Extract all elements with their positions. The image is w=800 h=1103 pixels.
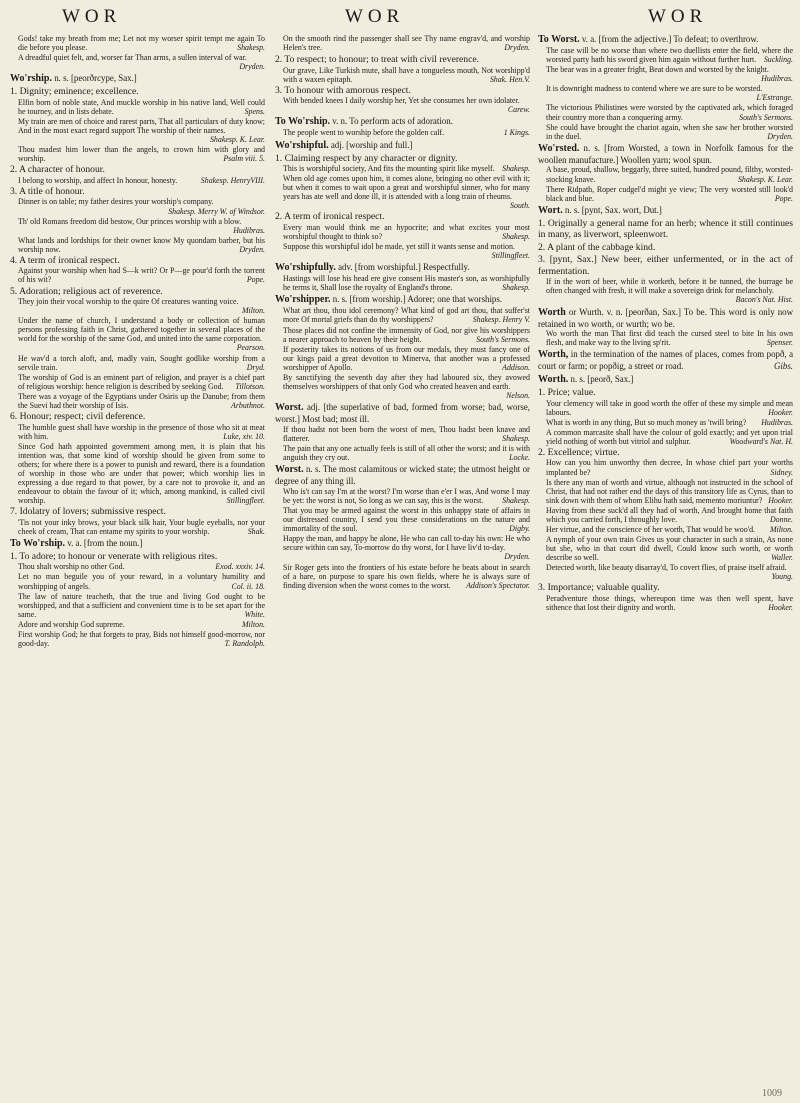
quotation-text: Thou shalt worship no other God. [18,562,125,572]
citation-source: White. [244,609,265,619]
headword: Wort. [538,204,563,216]
dictionary-entry [275,464,530,590]
quotation [18,197,265,215]
citation-source: Locke. [509,453,530,463]
quotation [18,266,265,284]
dictionary-entry [275,402,530,462]
quotation-text: First worship God; he that forgets to pray, Bids not himself good-morrow, nor good-day. [18,629,265,648]
citation-source: Dryden. [504,552,530,562]
citation-source: Bacon's Nat. Hist. [735,295,793,305]
quotation-text: What art thou, thou idol ceremony? What kind of god art thou, that suffer'st more Of mortal griefs than do thy worshippers? [283,306,530,325]
quotation [283,174,530,210]
citation-source: Carew. [507,105,530,115]
quotation-text: That you may be armed against the worst in this unhappy state of affairs in our distressed country, I send you these considerations on the nature and immortality of the soul. [283,506,530,534]
running-head-right: WOR [648,6,708,27]
definition: or Wurth. v. n. [peorðan, Sax.] To be. This word is only now retained in wo worth, or wurth; wo be. [538,306,793,329]
quotation-text: Against your worship when had S—k writ? Or P—ge pour'd forth the torrent of his wit? [18,266,265,285]
entry-heading [538,34,793,46]
citation-source: Digby. [509,524,530,534]
quotation-text: Sir Roger gets into the frontiers of his estate before he beats about in search of a hare, on purpose to spare his own fields, where he is always sure of finding diversion when the worst comes to the worst. [283,562,530,590]
sense-heading: 1. Dignity; eminence; excellence. [10,86,139,98]
quotation-text: What lands and lordships for their owner know My quondam barber, but his worship now. [18,235,265,254]
citation-source: Hooker. [768,603,793,613]
dictionary-entry [275,54,530,114]
citation-source: Dryden. [239,244,265,254]
quotation [18,176,265,185]
sense-heading: 2. To respect; to honour; to treat with civil reverence. [275,54,480,66]
quotation-text: Since God hath appointed government among men, it is plain that his intention was, that some kind of worship should be given from some to others; for where there is a power to punish and reward, there is a foundation of worship in those who are under that power; which worship lies in expressing a due regard to that power, by a care not to provoke it, and an endeavour to obtain the favour of it; which, among mankind, is called civil worship. [18,441,265,506]
quotation-text: If posterity takes its notions of us from our medals, they must fancy one of our kings paid a great devotion to Minerva, that another was a professed worshipper of Apollo. [283,344,530,372]
quotation [18,423,265,441]
running-head-left: WOR [62,6,122,27]
sense-heading: 3. Importance; valuable quality. [538,582,660,594]
quotation-text: This is worshipful society, And fits the mounting spirit like myself. [283,164,495,174]
quotation-text: Adore and worship God supreme. [18,619,125,629]
quotation-text: My train are men of choice and rarest parts, That all particulars of duty know; And in the most exact regard support The worship of their names. [18,116,265,136]
quotation-text: Detected worth, like beauty disarray'd, To covert flies, of praise itself afraid. [546,563,787,573]
citation-source: Luke, xiv. 10. [223,431,265,441]
dictionary-entry [275,262,530,292]
quotation-text: Dinner is on table; my father desires your worship's company. [18,197,214,207]
citation-source: Shakesp. Henry V. [472,315,530,325]
quotation [18,442,265,506]
entry-heading [538,205,793,217]
quotation [18,217,265,235]
page-number: 1009 [762,1088,782,1099]
quotation-text: Your clemency will take in good worth the offer of these my simple and mean labours. [546,398,793,417]
quotation [283,373,530,400]
citation-source: Hudibras. [233,225,265,235]
quotation [546,535,793,562]
entry-heading [275,294,530,306]
quotation [546,329,793,347]
dictionary-entry [10,73,265,536]
quotation-text: Thou madest him lower than the angels, to crown him with glory and worship. [18,145,265,164]
sense-heading: 2. Excellence; virtue. [538,446,620,458]
sense-heading: 7. Idolatry of lovers; submissive respect. [10,506,166,518]
sense-heading: 1. Price; value. [538,387,596,399]
quotation [283,274,530,292]
definition: n. s. [from Worsted, a town in Norfolk famous for the woollen manufacture.] Woollen yarn; wool spun. [538,142,793,165]
quotation [546,458,793,476]
quotation [283,164,530,173]
quotation [546,123,793,141]
quotation-text: Is there any man of worth and virtue, although not instructed in the school of Christ, that had not rather end the days of this transitory life as Cyrus, than to sink down with them of whom Elihu hath said, memento moriuntur? [546,477,793,505]
citation-source: Shakesp. [237,43,265,53]
entry-heading [275,402,530,425]
dictionary-entry [10,538,265,648]
quotation-text: The people went to worship before the golden calf. [283,128,445,138]
definition: adv. [from worshipful.] Respectfully. [338,262,470,273]
definition: adj. [worship and full.] [330,139,413,150]
quotation [18,562,265,571]
quotation-text: The pain that any one actually feels is still of all other the worst; and it is with anguish they cry out. [283,444,530,463]
citation-source: Waller. [771,553,793,563]
quotation [546,84,793,102]
headword: Worth [538,306,566,318]
quotation [18,572,265,590]
sense-heading: 2. A plant of the cabbage kind. [538,241,656,253]
definition: n. s. [pynt, Sax. wort, Dut.] [564,204,662,215]
headword: Worst. [275,464,304,476]
citation-source: Shakesp. Merry W. of Windsor. [168,206,265,216]
quotation-text: By sanctifying the seventh day after they had laboured six, they avowed themselves worshippers of that only God who created heaven and earth. [283,372,530,392]
quotation [283,444,530,462]
quotation-text: I belong to worship, and affect In honour, honesty. [18,175,178,185]
quotation-text: A nymph of your own train Gives us your character in such a strain, As none but she, who in that court did dwell, Could know such worth, or worth describe so well. [546,535,793,563]
quotation [546,165,793,183]
sense-heading: 3. [pynt, Sax.] New beer, either unfermented, or in the act of fermentation. [538,254,793,277]
citation-source: Shak. [247,526,265,536]
citation-source: Donne. [769,514,793,524]
quotation-text: Who is't can say I'm at the worst? I'm worse than e'er I was, And worse I may be yet: the worst is not, So long as we can say, this is the worst. [283,486,530,505]
quotation [283,128,530,137]
quotation-text: What is worth in any thing, But so much money as 'twill bring? [546,417,747,427]
quotation-text: Let no man beguile you of your reward, in a voluntary humility and worshipping of angels. [18,572,265,591]
citation-source: Sidney. [770,467,793,477]
citation-source: 1 Kings. [503,128,530,138]
citation-source: Shakesp. [502,433,530,443]
sense-heading: 5. Adoration; religious act of reverence. [10,285,163,297]
citation-source: Tillotson. [235,381,265,391]
column-3 [538,34,793,614]
quotation [546,525,793,534]
quotation-text: On the smooth rind the passenger shall see Thy name engrav'd, and worship Helen's tree. [283,34,530,53]
quotation-text: Wo worth the man That first did teach the cursed steel to bite In his own flesh, and make way to the living sp'rit. [546,329,793,348]
quotation-text: The worship of God is an eminent part of religion, and prayer is a chief part of religious worship: hence religion is described by seeking God. [18,372,265,391]
quotation-text: There Ridpath, Roper cudgel'd might ye view; The very worsted still look'd black and blue. [546,184,793,203]
definition: adj. [the superlative of bad, formed from worse; bad, worse, worst.] Most bad; most ill. [275,402,531,425]
entry-heading [10,73,265,85]
quotation [283,34,530,52]
dictionary-entry [538,205,793,305]
quotation [18,117,265,144]
quotation-text: Having from these suck'd all they had of worth, And brought home that faith which you carried forth, I throughly love. [546,505,793,524]
entry-heading [538,374,793,386]
citation-source: Addison. [502,362,530,372]
dictionary-entry [10,34,265,71]
citation-source: South's Sermons. [476,334,530,344]
quotation-text: Th' old Romans freedom did bestow, Our princes worship with a blow. [18,216,242,226]
dictionary-entry [275,34,530,52]
quotation-text: Our grave, Like Turkish mute, shall have a tongueless mouth, Not worshipp'd with a waxen epitaph. [283,65,530,84]
quotation-text: How can you him unworthy then decree, In whose chief part your worths implanted be? [546,458,793,477]
quotation [18,297,265,315]
quotation-text: With bended knees I daily worship her, Yet she consumes her own idolater. [283,96,520,106]
quotation [546,563,793,581]
citation-source: T. Randolph. [224,638,265,648]
dictionary-entry [275,294,530,400]
quotation [18,620,265,629]
quotation-text: A dreadful quiet felt, and, worser far Than arms, a sullen interval of war. [18,53,247,63]
quotation-text: Those places did not confine the immensity of God, nor give his worshippers a nearer approach to heaven by their height. [283,325,530,344]
citation-source: Exod. xxxiv. 14. [215,562,265,572]
dictionary-entry [538,349,793,372]
headword: Worth, [538,349,569,361]
quotation-text: They join their vocal worship to the quire Of creatures wanting voice. [18,297,239,307]
sense-heading: 3. To honour with amorous respect. [275,84,411,96]
quotation [283,425,530,443]
headword: To Worst. [538,34,580,45]
citation-source: Spenser. [766,338,793,348]
definition: n. s. The most calamitous or wicked state; the utmost height or degree of any thing ill. [275,464,531,487]
citation-source: Pearson. [236,343,265,353]
quotation [18,53,265,71]
quotation [546,399,793,417]
sense-heading: 1. To adore; to honour or venerate with religious rites. [10,550,218,562]
citation-source: L'Estrange. [756,93,793,103]
headword: Worst. [275,402,304,414]
citation-source: Hudibras. [761,417,793,427]
quotation [18,98,265,116]
quotation [18,236,265,254]
citation-source: Shakesp. K. Lear. [209,135,265,145]
citation-source: Shakesp. [502,283,530,293]
quotation [18,592,265,619]
citation-source: Dryden. [767,131,793,141]
headword: Wo'rshipfully. [275,262,336,274]
citation-source: Dryden. [239,62,265,72]
quotation [546,46,793,64]
quotation [546,418,793,427]
citation-source: Milton. [241,619,265,629]
citation-source: Pope. [774,193,793,203]
citation-source: Pope. [246,275,265,285]
quotation-text: She could have brought the chariot again, when she saw her brother worsted in the duel. [546,122,793,141]
entry-heading [538,349,793,372]
citation-source: Suckling. [763,55,793,65]
quotation-text: If in the wort of beer, while it worketh, before it be tunned, the burrage be often changed with fresh, it will make a sovereign drink for melancholy. [546,277,793,296]
sense-heading: 1. Claiming respect by any character or dignity. [275,152,458,164]
entry-heading [538,307,793,330]
sense-heading: 6. Honour; respect; civil deference. [10,411,146,422]
dictionary-entry [538,34,793,141]
quotation [283,506,530,533]
citation-source: Milton. [241,306,265,316]
quotation [546,103,793,121]
entry-heading [275,464,530,487]
quotation-text: It is downright madness to contend where we are sure to be worsted. [546,84,763,94]
quotation [546,478,793,505]
citation-source: Woodward's Nat. H. [729,436,793,446]
citation-source: Hooker. [768,495,793,505]
sense-heading: 2. A term of ironical respect. [275,211,385,223]
quotation-text: The case will be no worse than where two duellists enter the field, where the worsted party hath his sword given him again without further hurt. [546,46,793,65]
citation-source: Hudibras. [761,74,793,84]
entry-heading [275,140,530,152]
quotation [18,34,265,52]
quotation [18,392,265,410]
citation-source: Stillingfleet. [226,496,265,506]
quotation [18,145,265,163]
quotation-text: Every man would think me an hypocrite; and what excites your most worshipful thought to think so? [283,222,530,242]
running-head-center: WOR [345,6,405,27]
quotation-text: The victorious Philistines were worsted by the captivated ark, which foraged their country more than a conquering army. [546,103,793,122]
headword: To Wo'rship. [10,537,66,549]
definition: n. s. [peorðrcype, Sax.] [54,73,137,84]
citation-source: Dryd. [246,362,265,372]
headword: Wo'rshipper. [275,294,331,306]
quotation-text: Hastings will lose his head ere give consent His master's son, as worshipfully he terms it, Shall lose the royalty of England's throne. [283,274,530,293]
quotation [283,96,530,114]
dictionary-entry [538,307,793,348]
entry-heading [275,262,530,274]
quotation [546,277,793,304]
dictionary-entry [538,143,793,203]
quotation [546,65,793,83]
quotation-text: There was a voyage of the Egyptians under Osiris up the Danube; from them the Suevi had their worship of Isis. [18,391,265,410]
sense-heading: 1. Originally a general name for an herb; whence it still continues in many, as liverwort, spleenwort. [538,217,793,241]
definition: n. s. [from worship.] Adorer; one that worships. [332,294,503,305]
quotation [283,563,530,590]
citation-source: Shakesp. K. Lear. [737,174,793,184]
quotation-text: A common marcasite shall have the colour of gold exactly; and yet upon trial yield nothing of worth but vitriol and sulphur. [546,427,793,446]
quotation-text: Her virtue, and the conscience of her worth, That would be woo'd. [546,524,755,534]
definition: v. n. To perform acts of adoration. [332,116,453,127]
citation-source: Hooker. [768,407,793,417]
citation-source: Dryden. [504,43,530,53]
citation-source: Psalm viii. 5. [223,154,265,164]
citation-source: Shakesp. [502,232,530,242]
headword: Wo'rship. [10,73,52,85]
citation-source: Addison's Spectator. [466,580,530,590]
citation-source: Spens. [244,106,265,116]
citation-source: Col. ii. 18. [231,581,265,591]
headword: Worth. [538,374,569,386]
headword: Wo'rshipful. [275,139,329,151]
quotation [18,373,265,391]
quotation [283,306,530,324]
definition: in the termination of the names of places, comes from popð, a court or farm; or popðig, a street or road. [538,349,794,372]
quotation-text: A base, proud, shallow, beggarly, three suited, hundred pound, filthy, worsted-stocking knave. [546,165,793,184]
dictionary-entry [538,374,793,612]
quotation [18,354,265,372]
quotation [546,594,793,612]
citation-source: Nelson. [506,391,530,401]
citation-source: Shakesp. [502,164,530,174]
sense-heading: 4. A term of ironical respect. [10,254,120,266]
citation-source: Shakesp. HenryVIII. [200,175,265,185]
citation-source: South. [510,201,530,211]
quotation-text: Under the name of church, I understand a body or collection of human persons professing faith in Christ, gathered together in several places of the world for the worship of the same God, and united into the same corporation. [18,316,265,344]
definition: n. s. [peorð, Sax.] [570,374,634,385]
sense-heading: 2. A character of honour. [10,164,105,176]
quotation-text: If thou hadst not been born the worst of men, Thou hadst been knave and flatterer. [283,424,530,443]
headword: Wo'rsted. [538,142,580,154]
quotation [18,630,265,648]
quotation [283,487,530,505]
quotation-text: Peradventure those things, whereupon time was then well spent, have sithence that lost their dignity and worth. [546,593,793,613]
citation-source: Shakesp. [502,495,530,505]
quotation-text: The humble guest shall have worship in the presence of those who sit at meat with him. [18,422,265,441]
column-2 [275,34,530,592]
entry-heading [538,143,793,166]
quotation [283,345,530,372]
quotation [18,518,265,536]
quotation-text: Gods! take my breath from me; Let not my worser spirit tempt me again To die before you please. [18,34,265,53]
quotation-text: Elfin born of noble state, And muckle worship in his native land, Well could he tourney, and in lists debate. [18,97,265,116]
quotation [546,185,793,203]
quotation [283,242,530,260]
dictionary-entry [275,116,530,137]
sense-heading: 3. A title of honour. [10,185,85,197]
dictionary-entry [275,140,530,261]
citation-source: Arbuthnot. [231,400,265,410]
definition: v. a. [from the noun.] [67,537,143,548]
quotation [283,66,530,84]
citation-source: Young. [771,572,793,582]
citation-source: South's Sermons. [739,112,793,122]
quotation [283,326,530,344]
citation-source: Stillingfleet. [491,251,530,261]
definition: v. a. [from the adjective.] To defeat; to overthrow. [581,34,759,44]
quotation-text: The bear was in a greater fright, Beat down and worsted by the knight. [546,65,769,75]
quotation [18,316,265,352]
quotation-text: When old age comes upon him, it comes alone, bringing no other evil with it; but when it comes to wait upon a great and worshipful sinner, who for many years has ate well and done ill, it is attended with a long train of rheums. [283,174,530,202]
running-head [0,6,800,32]
quotation-text: Happy the man, and happy he alone, He who can call to-day his own: He who secure within can say, To-morrow do thy worst, for I have liv'd to-day. [283,534,530,553]
quotation-text: Suppose this worshipful idol be made, yet still it wants sense and motion. [283,242,515,252]
headword: To Wo'rship. [275,116,331,128]
entry-heading [275,116,530,128]
quotation [283,534,530,561]
quotation [283,223,530,241]
citation-source: Shak. Hen.V. [489,74,530,84]
quotation-text: The law of nature teacheth, that the true and living God ought to be worshipped, and that a sufficient and convenient time is to be set apart for the same. [18,591,265,619]
column-1 [10,34,265,650]
quotation-text: 'Tis not your inky brows, your black silk hair, Your bugle eyeballs, nor your cheek of cream, That can entame my spirits to your worship. [18,517,265,536]
entry-heading [10,538,265,550]
citation-source: Milton. [769,524,793,534]
quotation [546,506,793,524]
quotation [546,428,793,446]
quotation-text: He wav'd a torch aloft, and, madly vain, Sought godlike worship from a servile train. [18,353,265,372]
citation-source: Gibs. [774,361,793,372]
